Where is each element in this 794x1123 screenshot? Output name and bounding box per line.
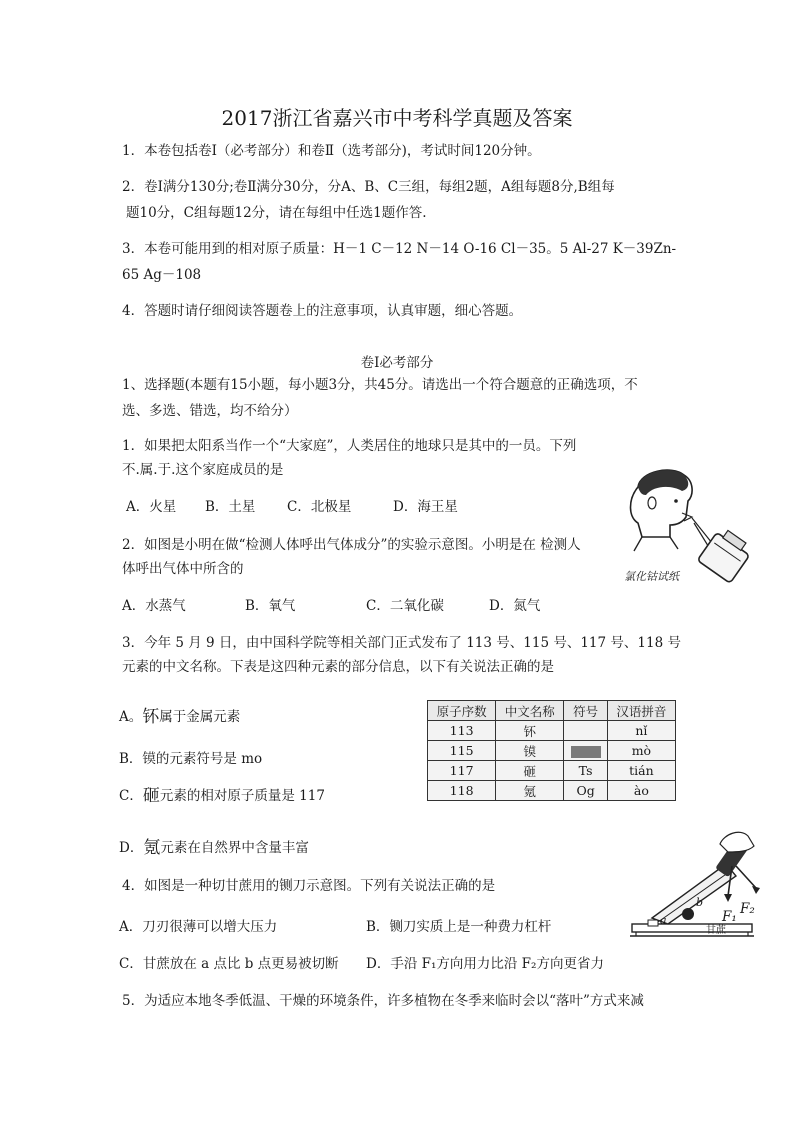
table-cell: Og <box>564 781 607 801</box>
q3-stem-2: 元素的中文名称。下表是这四种元素的部分信息，以下有关说法正确的是 <box>122 659 554 675</box>
point-label-a: a <box>660 914 667 927</box>
q3-option-d: D．氪元素在自然界中含量丰富 <box>119 838 309 858</box>
table-cell: 砸 <box>496 761 564 781</box>
q2-option-c: C．二氧化碳 <box>366 598 444 614</box>
page-title: 2017浙江省嘉兴市中考科学真题及答案 <box>221 106 573 130</box>
redacted-symbol-box <box>571 746 601 758</box>
q4-option-b: B．铡刀实质上是一种费力杠杆 <box>366 919 552 935</box>
instruction-4: 4．答题时请仔细阅读答题卷上的注意事项，认真审题，细心答题。 <box>122 303 523 319</box>
q2-option-d: D．氮气 <box>489 598 541 614</box>
table-cell: 113 <box>428 721 496 741</box>
instruction-2-cont: 题10分，C组每题12分，请在每组中任选1题作答. <box>126 205 427 221</box>
q3-option-a: A。钚属于金属元素 <box>119 707 241 727</box>
q1-option-c: C．北极星 <box>287 499 352 515</box>
instruction-3: 3．本卷可能用到的相对原子质量：H－1 C－12 N－14 O-16 Cl－35。5 Al-27 K－39Zn- <box>122 241 677 257</box>
table-cell: ào <box>607 781 675 801</box>
q3-option-c: C．砸元素的相对原子质量是 117 <box>119 786 325 806</box>
part-intro-1: 1、选择题(本题有15小题，每小题3分，共45分。请选出一个符合题意的正确选项，不 <box>122 377 638 393</box>
q4-option-d: D．手沿 F₁方向用力比沿 F₂方向更省力 <box>366 956 604 972</box>
table-cell: mò <box>607 741 675 761</box>
table-row <box>428 761 676 781</box>
q3-stem-1: 3．今年 5 月 9 日，由中国科学院等相关部门正式发布了 113 号、115 号、117 号、118 号 <box>122 635 681 651</box>
table-row <box>428 721 676 741</box>
table-cell: 镆 <box>496 741 564 761</box>
element-table <box>427 700 676 801</box>
table-row <box>428 741 676 761</box>
table-row <box>428 781 676 801</box>
q2-option-b: B．氧气 <box>245 598 296 614</box>
q2-figure-label: 氯化钴试纸 <box>624 570 679 583</box>
point-label-b: b <box>696 896 704 909</box>
cutter-figure <box>628 826 778 946</box>
table-header: 原子序数 <box>428 701 496 721</box>
instruction-3-cont: 65 Ag－108 <box>122 267 202 283</box>
q4-option-a: A．刀刃很薄可以增大压力 <box>119 919 278 935</box>
q4-stem: 4．如图是一种切甘蔗用的铡刀示意图。下列有关说法正确的是 <box>122 878 496 894</box>
q2-option-a: A．水蒸气 <box>122 598 186 614</box>
q2-stem-2: 体呼出气体中所含的 <box>122 561 244 577</box>
table-cell: 氪 <box>496 781 564 801</box>
base-label: 甘蔗 <box>706 925 726 936</box>
section-title: 卷Ⅰ必考部分 <box>360 354 434 371</box>
q1-stem-1: 1．如果把太阳系当作一个“大家庭”，人类居住的地球只是其中的一员。下列 <box>122 438 577 454</box>
table-cell: nǐ <box>607 721 675 741</box>
q3-option-b: B．镆的元素符号是 mo <box>119 751 263 767</box>
instruction-1: 1．本卷包括卷Ⅰ（必考部分）和卷Ⅱ（选考部分)，考试时间120分钟。 <box>122 143 541 159</box>
table-cell: tián <box>607 761 675 781</box>
table-header: 中文名称 <box>496 701 564 721</box>
table-cell: 117 <box>428 761 496 781</box>
force-label-f2: F₂ <box>740 901 755 917</box>
q1-option-d: D．海王星 <box>393 499 458 515</box>
q4-option-c: C．甘蔗放在 a 点比 b 点更易被切断 <box>119 956 339 972</box>
table-cell: 115 <box>428 741 496 761</box>
force-label-f1: F₁ <box>722 909 737 925</box>
table-cell <box>564 721 607 741</box>
q1-option-a: A．火星 <box>126 499 177 515</box>
part-intro-2: 选、多选、错选，均不给分） <box>122 403 298 419</box>
table-cell: Ts <box>564 761 607 781</box>
q1-option-b: B．土星 <box>205 499 256 515</box>
instruction-2: 2．卷Ⅰ满分130分;卷Ⅱ满分30分，分A、B、C三组，每组2题，A组每题8分,B组每 <box>122 179 615 195</box>
table-cell-hidden-symbol <box>564 741 607 761</box>
q1-stem-2: 不.属.于.这个家庭成员的是 <box>122 462 284 478</box>
q2-stem-1: 2．如图是小明在做“检测人体呼出气体成分”的实验示意图。小明是在 检测人 <box>122 537 581 553</box>
table-cell: 118 <box>428 781 496 801</box>
table-cell: 钚 <box>496 721 564 741</box>
table-header-row <box>428 701 676 721</box>
q5-stem: 5．为适应本地冬季低温、干燥的环境条件，许多植物在冬季来临时会以“落叶”方式来减 <box>122 993 644 1009</box>
table-header: 符号 <box>564 701 607 721</box>
table-header: 汉语拼音 <box>607 701 675 721</box>
